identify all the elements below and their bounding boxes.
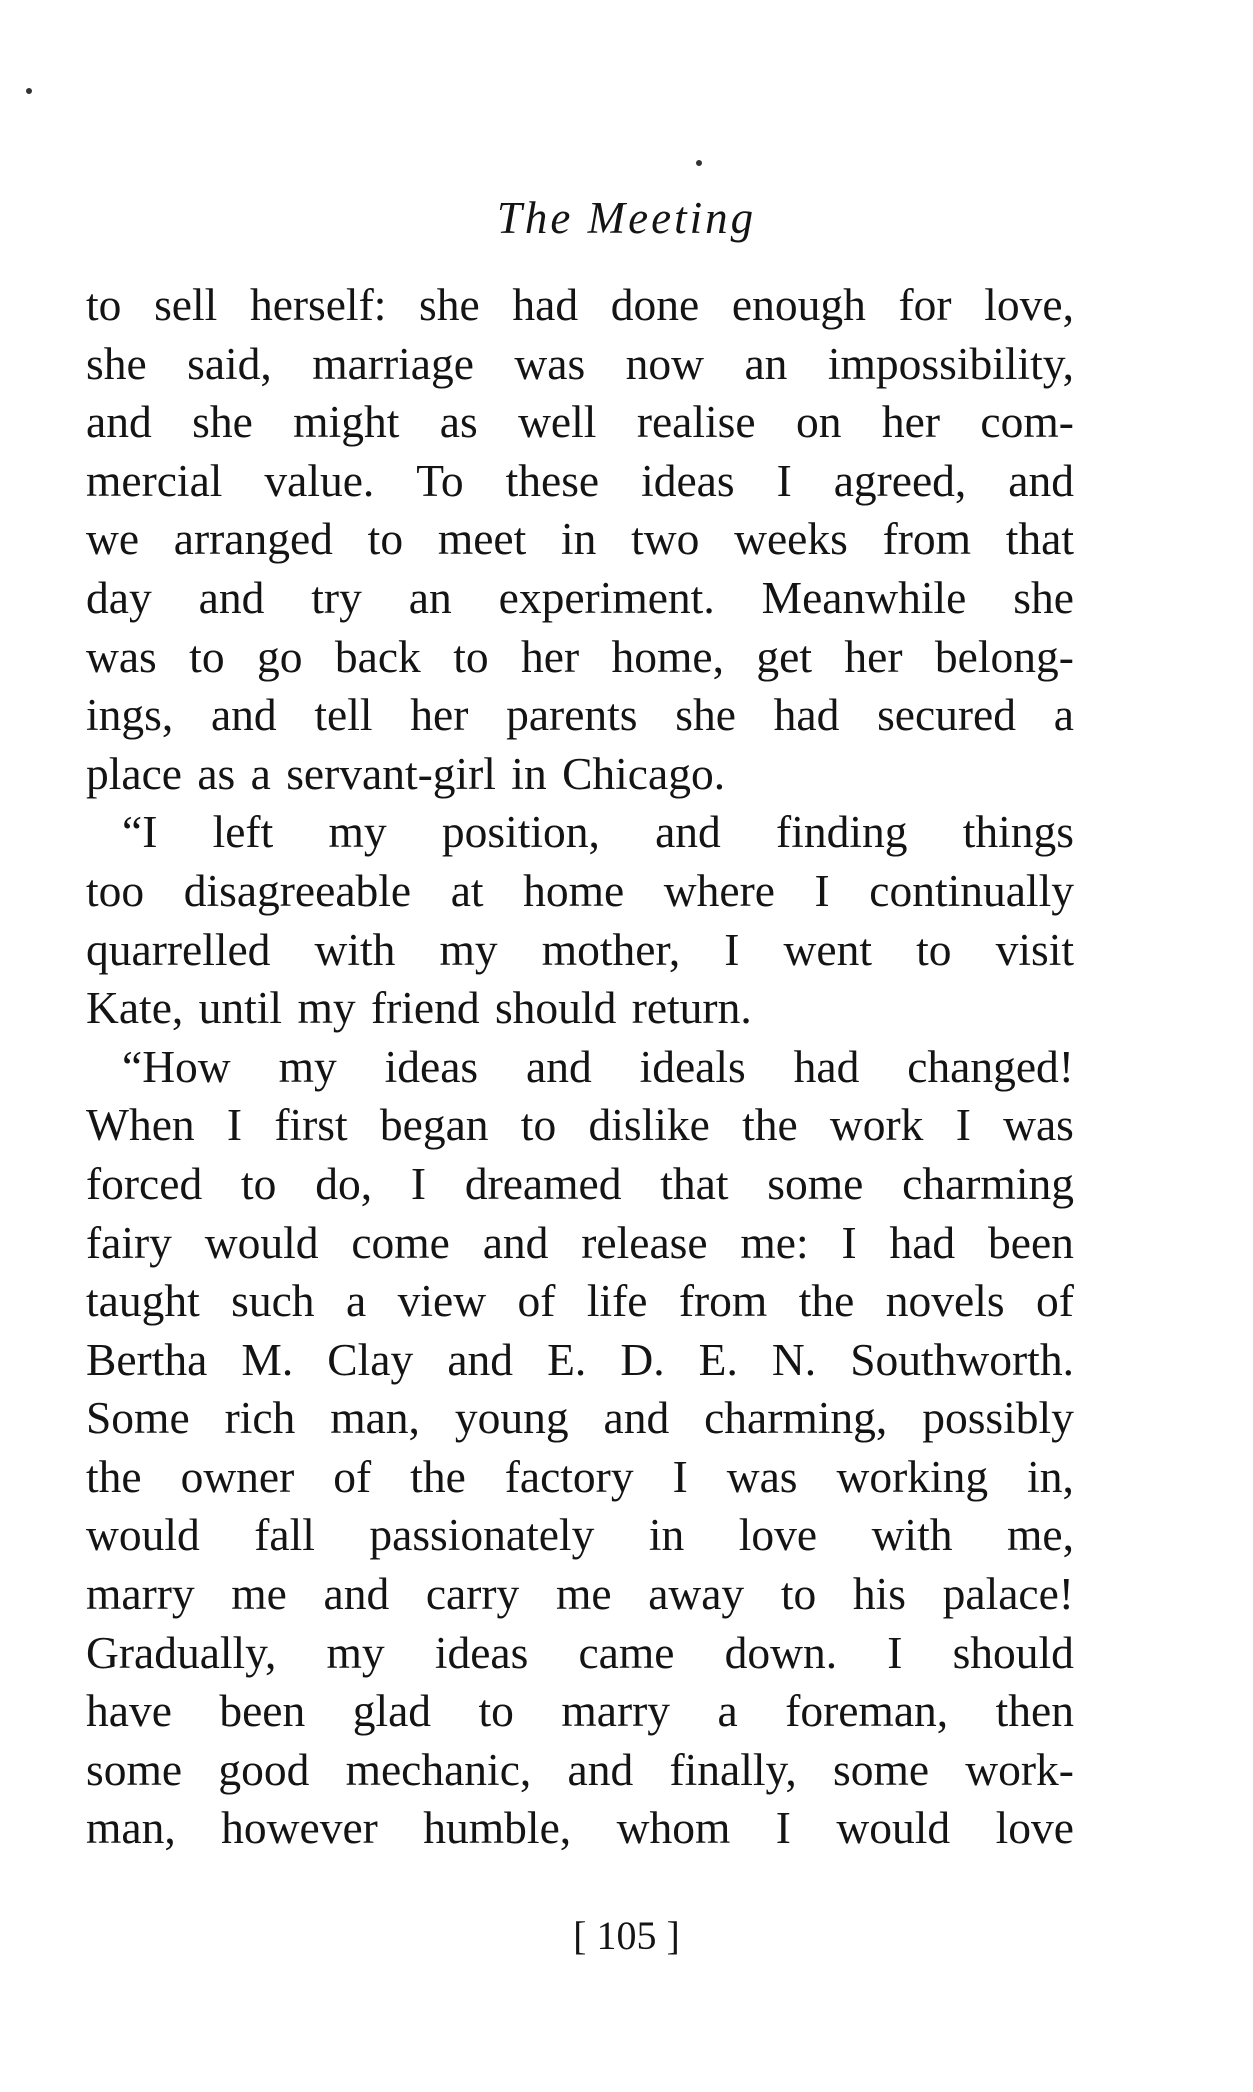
- text-line: Some rich man, young and charming, possibly: [86, 1392, 1074, 1444]
- text-line: Kate, until my friend should return.: [86, 982, 752, 1034]
- text-line: taught such a view of life from the novels of: [86, 1275, 1074, 1327]
- text-line: to sell herself: she had done enough for love,: [86, 279, 1074, 330]
- text-line: was to go back to her home, get her belong-: [86, 630, 1074, 682]
- text-line: day and try an experiment. Meanwhile she: [86, 571, 1074, 623]
- text-line: place as a servant-girl in Chicago.: [86, 747, 726, 799]
- text-line: fairy would come and release me: I had been: [86, 1216, 1074, 1268]
- text-line: “How my ideas and ideals had changed!: [122, 1040, 1074, 1092]
- running-head: The Meeting: [496, 193, 757, 243]
- text-line: she said, marriage was now an impossibility,: [86, 337, 1074, 389]
- page-number: [ 105 ]: [573, 1913, 680, 1958]
- body-text: [86, 276, 1074, 1858]
- text-line: and she might as well realise on her com-: [86, 396, 1074, 448]
- text-line: Bertha M. Clay and E. D. E. N. Southworth.: [86, 1333, 1074, 1385]
- ink-speck: [696, 160, 702, 166]
- text-line: we arranged to meet in two weeks from that: [86, 513, 1074, 565]
- text-line: too disagreeable at home where I continually: [86, 864, 1074, 916]
- text-line: quarrelled with my mother, I went to visit: [86, 923, 1074, 975]
- text-line: marry me and carry me away to his palace!: [86, 1568, 1074, 1620]
- text-line: the owner of the factory I was working in,: [86, 1450, 1074, 1502]
- text-line: man, however humble, whom I would love: [86, 1802, 1074, 1854]
- text-line: ings, and tell her parents she had secured a: [86, 689, 1074, 741]
- text-line: mercial value. To these ideas I agreed, and: [86, 454, 1074, 506]
- text-line: would fall passionately in love with me,: [86, 1509, 1074, 1561]
- text-line: forced to do, I dreamed that some charming: [86, 1157, 1074, 1209]
- text-line: When I first began to dislike the work I was: [86, 1099, 1074, 1151]
- ink-speck: [26, 88, 32, 94]
- text-line: “I left my position, and finding things: [122, 806, 1074, 858]
- text-line: some good mechanic, and finally, some work-: [86, 1743, 1074, 1795]
- text-line: Gradually, my ideas came down. I should: [86, 1626, 1074, 1678]
- text-line: have been glad to marry a foreman, then: [86, 1685, 1074, 1737]
